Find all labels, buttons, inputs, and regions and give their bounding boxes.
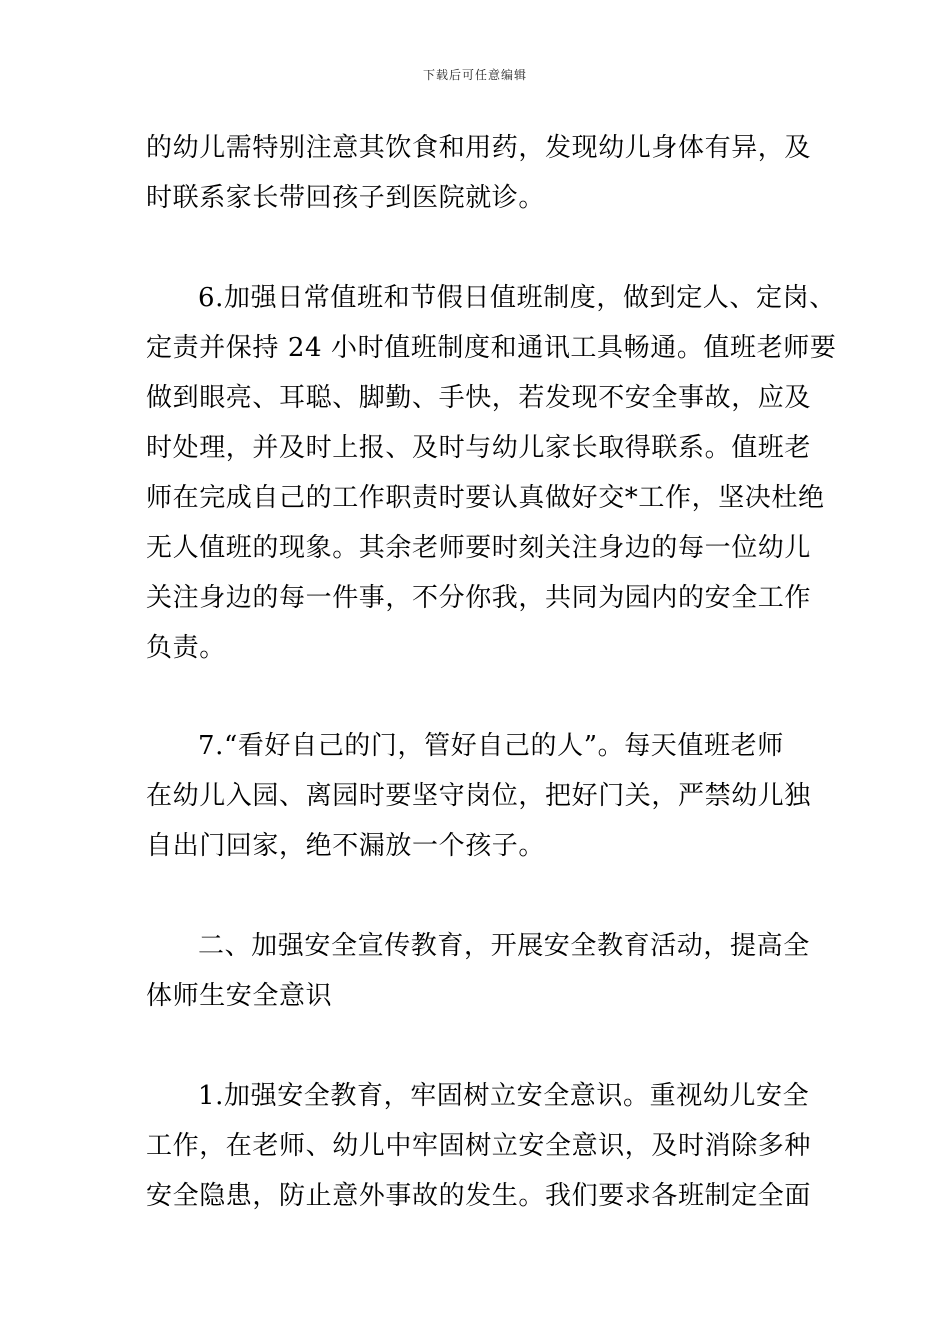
paragraph-3 (146, 721, 836, 871)
paragraph-line: 师在完成自己的工作职责时要认真做好交*工作，坚决杜绝 (146, 483, 825, 513)
paragraph-line: 时处理，并及时上报、及时与幼儿家长取得联系。值班老 (146, 433, 812, 463)
section-heading (146, 921, 836, 1021)
paragraph-line: 做到眼亮、耳聪、脚勤、手快，若发现不安全事故，应及 (146, 383, 812, 413)
paragraph-line: 关注身边的每一件事，不分你我，共同为园内的安全工作 (146, 583, 812, 613)
paragraph-line: 时联系家长带回孩子到医院就诊。 (146, 183, 546, 213)
paragraph-5 (146, 1071, 836, 1221)
paragraph-line: 1.加强安全教育，牢固树立安全意识。重视幼儿安全 (198, 1081, 810, 1111)
paragraph-line: 7.“看好自己的门，管好自己的人”。每天值班老师 (198, 731, 784, 761)
paragraph-line: 6.加强日常值班和节假日值班制度，做到定人、定岗、 (198, 283, 836, 313)
paragraph-line: 体师生安全意识 (146, 981, 333, 1011)
paragraph-line: 的幼儿需特别注意其饮食和用药，发现幼儿身体有异，及 (146, 133, 812, 163)
paragraph-line: 无人值班的现象。其余老师要时刻关注身边的每一位幼儿 (146, 533, 812, 563)
paragraph-1 (146, 123, 836, 223)
paragraph-line: 安全隐患，防止意外事故的发生。我们要求各班制定全面 (146, 1181, 812, 1211)
paragraph-2 (146, 273, 836, 673)
paragraph-line: 自出门回家，绝不漏放一个孩子。 (146, 831, 546, 861)
header-note: 下载后可任意编辑 (422, 68, 527, 82)
paragraph-line: 负责。 (146, 633, 226, 663)
paragraph-line: 定责并保持 24 小时值班制度和通讯工具畅通。值班老师要 (146, 333, 837, 363)
paragraph-line: 在幼儿入园、离园时要坚守岗位，把好门关，严禁幼儿独 (146, 781, 812, 811)
paragraph-line: 工作，在老师、幼儿中牢固树立安全意识，及时消除多种 (146, 1131, 812, 1161)
paragraph-line: 二、加强安全宣传教育，开展安全教育活动，提高全 (198, 931, 810, 961)
